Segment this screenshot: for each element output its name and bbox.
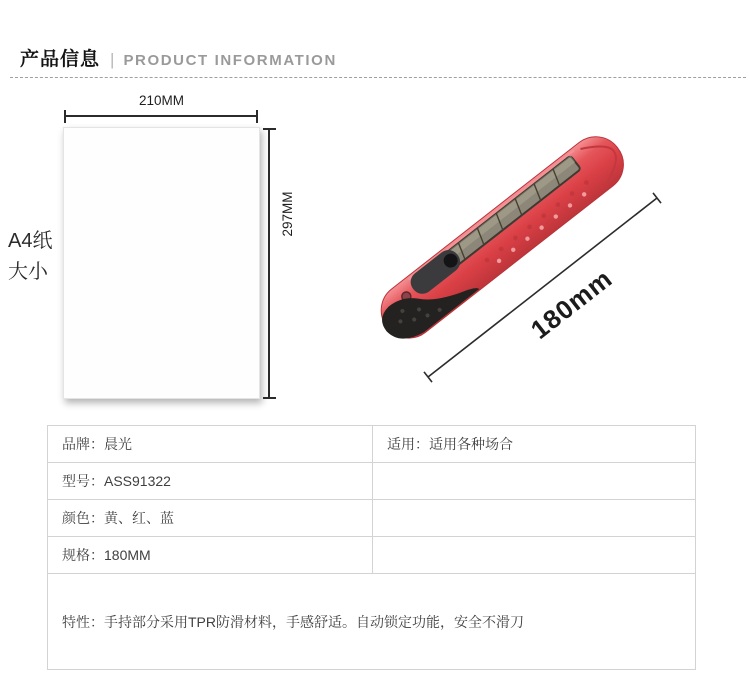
spec-size: 规格：180MM bbox=[48, 537, 373, 574]
table-row bbox=[48, 500, 696, 537]
spec-model: 型号：ASS91322 bbox=[48, 463, 373, 500]
vertical-dimension-line bbox=[263, 128, 276, 399]
dimension-line-bar bbox=[268, 130, 270, 397]
spec-empty-cell bbox=[373, 463, 696, 500]
dimension-line-bar bbox=[66, 115, 256, 117]
spec-feature: 特性：手持部分采用TPR防滑材料，手感舒适。自动锁定功能，安全不滑刀 bbox=[48, 574, 696, 670]
horizontal-dimension-line bbox=[64, 110, 258, 123]
spec-empty-cell bbox=[373, 537, 696, 574]
table-row bbox=[48, 537, 696, 574]
table-row bbox=[48, 574, 696, 670]
spec-table bbox=[47, 425, 696, 670]
a4-height-label: 297MM bbox=[280, 191, 295, 237]
knife-photo bbox=[368, 126, 634, 351]
table-row bbox=[48, 463, 696, 500]
a4-width-label: 210MM bbox=[138, 93, 184, 108]
knife-length-label: 180mm bbox=[524, 262, 618, 345]
spec-empty-cell bbox=[373, 500, 696, 537]
a4-size-diagram bbox=[0, 90, 330, 420]
table-row bbox=[48, 426, 696, 463]
a4-paper-rectangle bbox=[63, 127, 260, 399]
a4-caption bbox=[8, 226, 52, 288]
a4-caption-line2: 大小 bbox=[8, 261, 48, 283]
a4-caption-line1: A4纸 bbox=[8, 230, 53, 252]
spec-color: 颜色：黄、红、蓝 bbox=[48, 500, 373, 537]
knife-figure bbox=[330, 95, 750, 425]
spec-usage: 适用：适用各种场合 bbox=[373, 426, 696, 463]
header-title-zh: 产品信息 bbox=[20, 49, 101, 70]
spec-brand: 品牌：晨光 bbox=[48, 426, 373, 463]
header-title-en: PRODUCT INFORMATION bbox=[123, 52, 337, 69]
section-header bbox=[10, 44, 746, 78]
header-separator: | bbox=[110, 50, 115, 69]
